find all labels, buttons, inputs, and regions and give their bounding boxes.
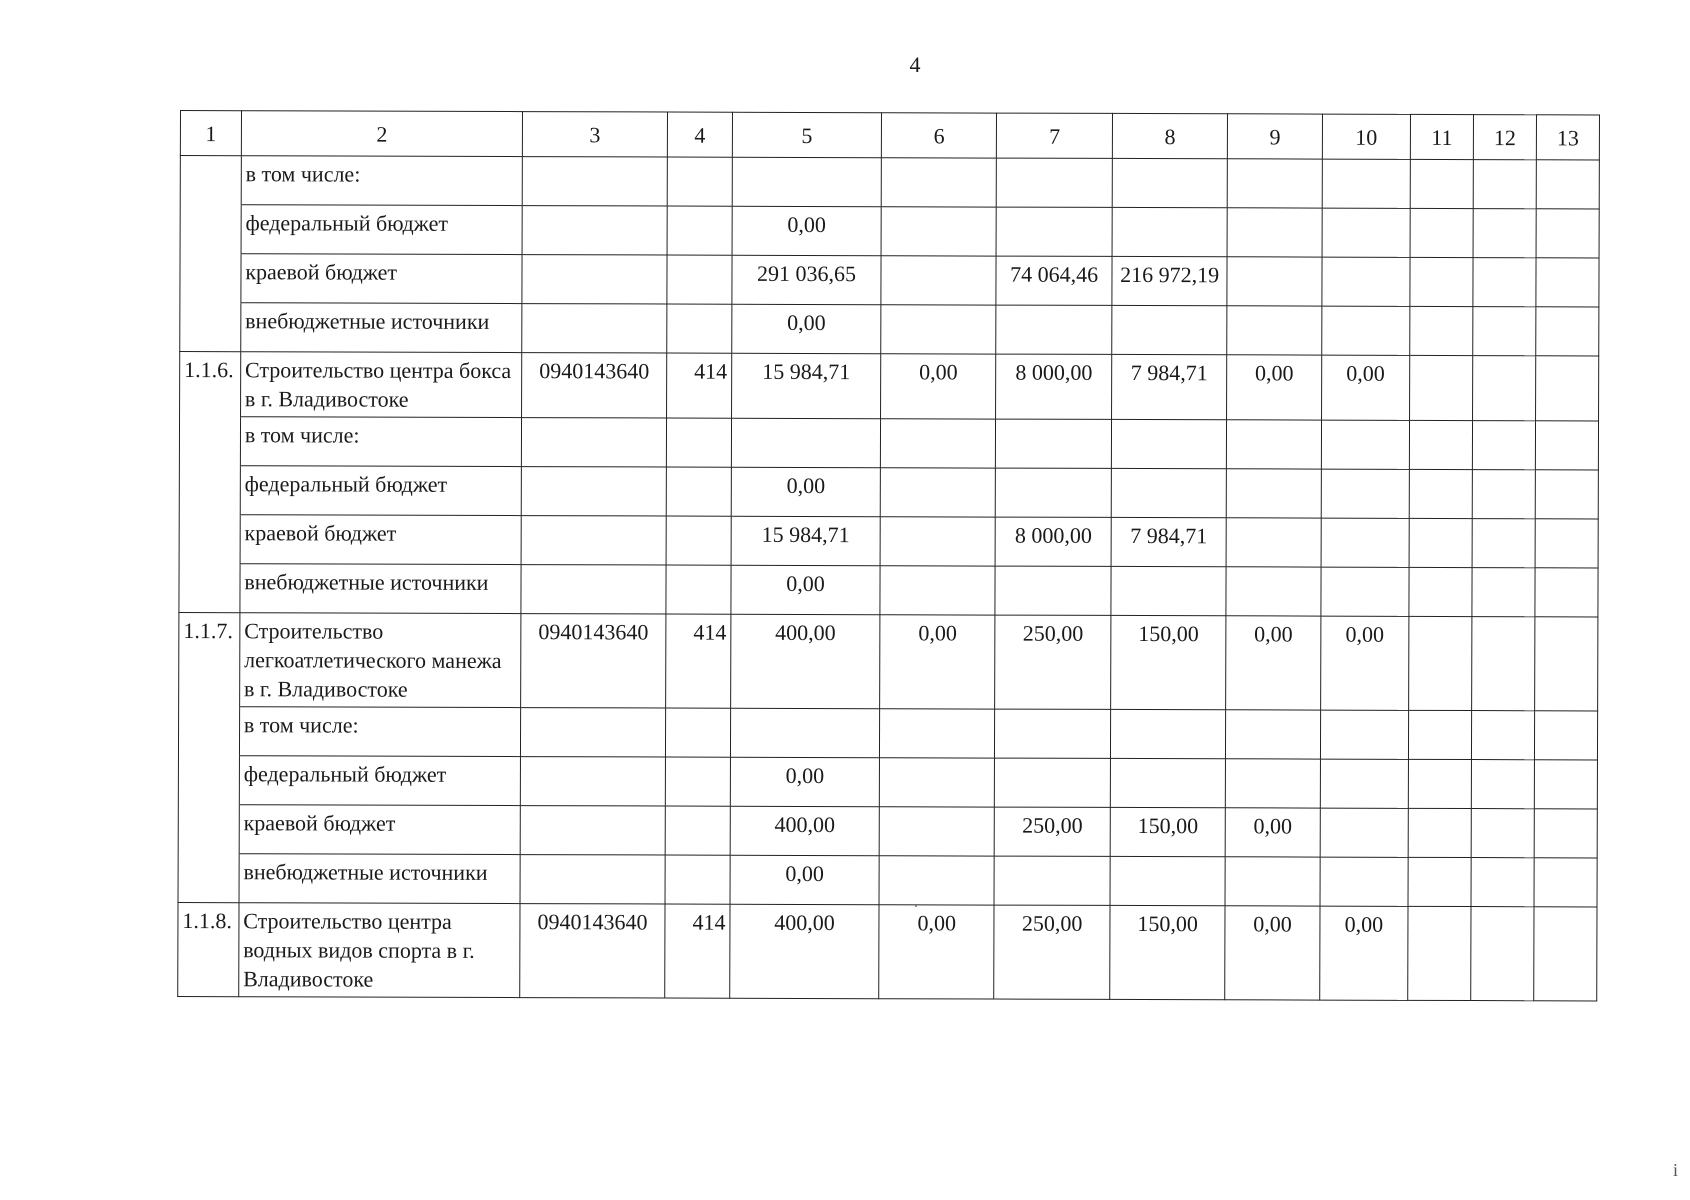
funding-value-col-8 [1112,158,1228,207]
funding-label: краевой бюджет [239,805,520,855]
funding-index-spacer [180,156,241,205]
item-value-col-5: 400,00 [731,614,880,708]
funding-index-spacer [180,205,241,254]
funding-value-col-8 [1110,856,1226,905]
item-value-col-6: 0,00 [881,354,997,419]
empty-cell-col-3 [520,806,665,855]
empty-cell-col-4 [667,157,732,206]
empty-cell-col-13 [1535,568,1598,617]
header-col-3: 3 [522,112,667,157]
funding-value-col-5: 0,00 [731,467,880,516]
empty-cell-col-12 [1473,258,1536,307]
empty-cell-col-13 [1536,307,1599,356]
item-value-col-8: 150,00 [1110,905,1226,999]
funding-index-spacer [180,303,241,352]
item-value-col-8: 7 984,71 [1111,354,1227,419]
empty-cell-col-4 [667,206,732,255]
empty-cell-col-6 [881,158,997,207]
empty-cell-col-10 [1322,159,1410,208]
header-col-11: 11 [1410,114,1473,159]
funding-index-spacer [178,804,239,853]
funding-value-col-9 [1226,759,1321,808]
funding-label: внебюджетные источники [241,303,522,353]
item-value-col-10: 0,00 [1320,616,1408,710]
item-value-col-6: 0,00 [879,905,995,999]
empty-cell-col-11 [1408,759,1471,808]
funding-label: в том числе: [240,417,521,467]
empty-cell-col-10 [1320,857,1408,906]
item-value-col-9: 0,00 [1226,616,1321,710]
funding-value-col-8 [1111,419,1227,468]
empty-cell-col-11 [1409,469,1472,518]
funding-label: внебюджетные источники [240,564,521,614]
funding-value-col-8: 216 972,19 [1112,256,1228,305]
funding-row [178,755,1597,808]
header-col-6: 6 [881,113,997,158]
scan-margin-mark: i [1673,1160,1679,1180]
empty-cell-col-11 [1408,857,1471,906]
item-value-col-7: 8 000,00 [996,354,1112,419]
empty-cell-col-11 [1410,306,1473,355]
funding-value-col-8 [1111,566,1227,615]
empty-cell-col-3 [521,708,666,757]
empty-cell-col-12 [1472,519,1535,568]
empty-cell-col-13 [1535,617,1598,711]
empty-cell-col-11 [1408,808,1471,857]
empty-cell-col-6 [879,807,995,856]
empty-cell-col-4 [665,708,730,757]
funding-value-col-7 [995,566,1111,615]
funding-value-col-8: 7 984,71 [1111,517,1227,566]
funding-value-col-8: 150,00 [1110,807,1226,856]
empty-cell-col-13 [1535,519,1598,568]
item-row [178,902,1597,1000]
funding-value-col-9 [1227,469,1322,518]
item-index: 1.1.8. [178,902,239,996]
empty-cell-col-12 [1471,907,1534,1001]
empty-cell-col-6 [879,758,995,807]
item-kvr: 414 [666,614,731,708]
funding-row [179,465,1598,518]
funding-row [180,303,1599,356]
empty-cell-col-11 [1409,355,1472,420]
empty-cell-col-11 [1410,159,1473,208]
funding-value-col-7: 74 064,46 [996,256,1112,305]
header-col-7: 7 [997,113,1113,158]
funding-value-col-7 [995,758,1111,807]
empty-cell-col-12 [1473,209,1536,258]
header-col-9: 9 [1228,114,1323,159]
item-value-col-10: 0,00 [1321,355,1409,420]
empty-cell-col-12 [1472,470,1535,519]
item-value-col-7: 250,00 [995,615,1111,709]
funding-value-col-5: 400,00 [730,806,879,855]
funding-value-col-9 [1227,306,1322,355]
header-col-5: 5 [732,112,881,157]
empty-cell-col-12 [1472,356,1535,421]
funding-value-col-8 [1110,709,1226,758]
empty-cell-col-4 [667,255,732,304]
funding-value-col-9 [1227,420,1322,469]
empty-cell-col-13 [1536,160,1599,209]
empty-cell-col-11 [1409,616,1472,710]
header-col-1: 1 [180,111,241,156]
funding-value-col-7 [997,207,1113,256]
empty-cell-col-11 [1408,710,1471,759]
empty-cell-col-4 [666,516,731,565]
funding-value-col-7: 250,00 [995,807,1111,856]
item-title: Строительство легкоатлетического манежа в г. Владивостоке [239,613,521,708]
empty-cell-col-12 [1472,421,1535,470]
empty-cell-col-3 [522,418,667,467]
funding-row [179,563,1598,616]
funding-label: федеральный бюджет [241,205,522,255]
funding-value-col-8 [1112,207,1228,256]
funding-value-col-5 [732,157,881,206]
header-row [180,111,1599,160]
empty-cell-col-10 [1322,208,1410,257]
item-row [180,352,1599,421]
item-kvr: 414 [665,904,730,998]
header-col-12: 12 [1473,115,1536,160]
item-row [179,612,1598,710]
header-col-2: 2 [241,111,522,157]
empty-cell-col-4 [666,467,731,516]
page-number: 4 [909,52,921,77]
funding-index-spacer [179,465,240,514]
funding-index-spacer [180,254,241,303]
empty-cell-col-6 [880,419,996,468]
item-value-col-5: 15 984,71 [732,353,881,418]
empty-cell-col-6 [881,256,997,305]
item-value-col-7: 250,00 [994,905,1110,999]
empty-cell-col-11 [1408,906,1471,1000]
empty-cell-col-6 [880,709,996,758]
empty-cell-col-11 [1410,208,1473,257]
funding-value-col-9 [1228,159,1323,208]
empty-cell-col-12 [1473,160,1536,209]
empty-cell-col-13 [1535,356,1598,421]
funding-index-spacer [178,755,239,804]
empty-cell-col-3 [520,757,665,806]
empty-cell-col-11 [1409,567,1472,616]
scan-speck [915,905,917,907]
funding-value-col-9 [1226,567,1321,616]
funding-value-col-9 [1227,208,1322,257]
empty-cell-col-6 [881,305,997,354]
empty-cell-col-13 [1534,907,1597,1001]
funding-index-spacer [179,417,240,466]
funding-label: краевой бюджет [240,515,521,565]
empty-cell-col-13 [1535,470,1598,519]
funding-value-col-5: 0,00 [731,565,880,614]
funding-label: внебюджетные источники [239,854,520,904]
funding-index-spacer [179,514,240,563]
funding-label: в том числе: [241,156,522,206]
funding-label: в том числе: [239,707,520,757]
funding-row [180,205,1599,258]
funding-index-spacer [178,706,239,755]
empty-cell-col-11 [1409,420,1472,469]
empty-cell-col-11 [1409,518,1472,567]
empty-cell-col-13 [1536,209,1599,258]
empty-cell-col-6 [879,856,995,905]
empty-cell-col-3 [521,565,666,614]
empty-cell-col-3 [522,157,667,206]
funding-label: краевой бюджет [241,254,522,304]
funding-index-spacer [178,853,239,902]
empty-cell-col-13 [1534,858,1597,907]
empty-cell-col-13 [1536,258,1599,307]
funding-value-col-5: 0,00 [730,855,879,904]
funding-row [178,706,1597,759]
empty-cell-col-12 [1472,617,1535,711]
empty-cell-col-6 [881,207,997,256]
empty-cell-col-12 [1471,711,1534,760]
empty-cell-col-4 [667,304,732,353]
funding-index-spacer [179,563,240,612]
empty-cell-col-12 [1473,307,1536,356]
funding-value-col-5: 0,00 [732,304,881,353]
empty-cell-col-10 [1321,469,1409,518]
funding-value-col-9 [1227,257,1322,306]
item-value-col-9: 0,00 [1227,355,1322,420]
empty-cell-col-13 [1534,711,1597,760]
empty-cell-col-4 [665,806,730,855]
empty-cell-col-10 [1321,567,1409,616]
empty-cell-col-12 [1471,858,1534,907]
funding-value-col-5: 0,00 [732,206,881,255]
empty-cell-col-13 [1535,421,1598,470]
item-title: Строительство центра бокса в г. Владивостоке [240,352,521,418]
empty-cell-col-10 [1320,710,1408,759]
funding-row [180,254,1599,307]
budget-table [177,110,1600,1001]
funding-row [178,853,1597,906]
funding-row [180,156,1599,209]
header-col-10: 10 [1322,114,1410,159]
empty-cell-col-13 [1534,760,1597,809]
empty-cell-col-3 [520,855,665,904]
item-value-col-5: 400,00 [730,904,879,998]
empty-cell-col-4 [666,565,731,614]
funding-label: федеральный бюджет [239,756,520,806]
item-kvr: 414 [666,353,731,418]
empty-cell-col-11 [1410,257,1473,306]
empty-cell-col-3 [522,304,667,353]
funding-value-col-7 [996,305,1112,354]
item-value-col-10: 0,00 [1320,906,1408,1000]
funding-value-col-7 [996,468,1112,517]
empty-cell-col-3 [521,467,666,516]
empty-cell-col-12 [1471,809,1534,858]
funding-value-col-8 [1112,305,1228,354]
empty-cell-col-10 [1322,306,1410,355]
funding-value-col-5 [730,708,879,757]
empty-cell-col-12 [1471,760,1534,809]
funding-value-col-5: 0,00 [730,757,879,806]
funding-value-col-7 [996,419,1112,468]
funding-value-col-7 [994,856,1110,905]
empty-cell-col-6 [880,517,996,566]
item-value-col-8: 150,00 [1111,615,1227,709]
item-code: 0940143640 [521,614,666,708]
empty-cell-col-4 [665,757,730,806]
empty-cell-col-3 [521,516,666,565]
header-col-8: 8 [1112,113,1228,158]
funding-value-col-8 [1111,468,1227,517]
funding-value-col-7 [995,709,1111,758]
empty-cell-col-3 [522,206,667,255]
item-code: 0940143640 [520,904,665,998]
table-body [178,111,1600,1001]
item-value-col-9: 0,00 [1225,906,1320,1000]
empty-cell-col-12 [1472,568,1535,617]
empty-cell-col-6 [880,566,996,615]
funding-value-col-5: 15 984,71 [731,516,880,565]
funding-value-col-9 [1225,857,1320,906]
funding-row [179,514,1598,567]
empty-cell-col-13 [1534,809,1597,858]
empty-cell-col-10 [1320,808,1408,857]
empty-cell-col-10 [1322,257,1410,306]
funding-value-col-7 [997,158,1113,207]
funding-value-col-7: 8 000,00 [996,517,1112,566]
item-value-col-6: 0,00 [880,615,996,709]
funding-row [179,417,1598,470]
funding-value-col-5: 291 036,65 [732,255,881,304]
funding-label: федеральный бюджет [240,466,521,516]
funding-row [178,804,1597,857]
empty-cell-col-6 [880,468,996,517]
header-col-13: 13 [1536,115,1599,160]
empty-cell-col-10 [1321,420,1409,469]
funding-value-col-9 [1226,518,1321,567]
header-col-4: 4 [667,112,732,157]
funding-value-col-9: 0,00 [1226,808,1321,857]
item-title: Строительство центра водных видов спорта в г. Владивостоке [239,903,521,998]
funding-value-col-8 [1110,758,1226,807]
empty-cell-col-10 [1321,518,1409,567]
empty-cell-col-4 [665,855,730,904]
item-index: 1.1.7. [179,612,240,706]
funding-value-col-5 [731,418,880,467]
item-code: 0940143640 [522,353,667,418]
empty-cell-col-10 [1320,759,1408,808]
empty-cell-col-4 [666,418,731,467]
item-index: 1.1.6. [180,352,241,417]
funding-value-col-9 [1226,710,1321,759]
empty-cell-col-3 [522,255,667,304]
